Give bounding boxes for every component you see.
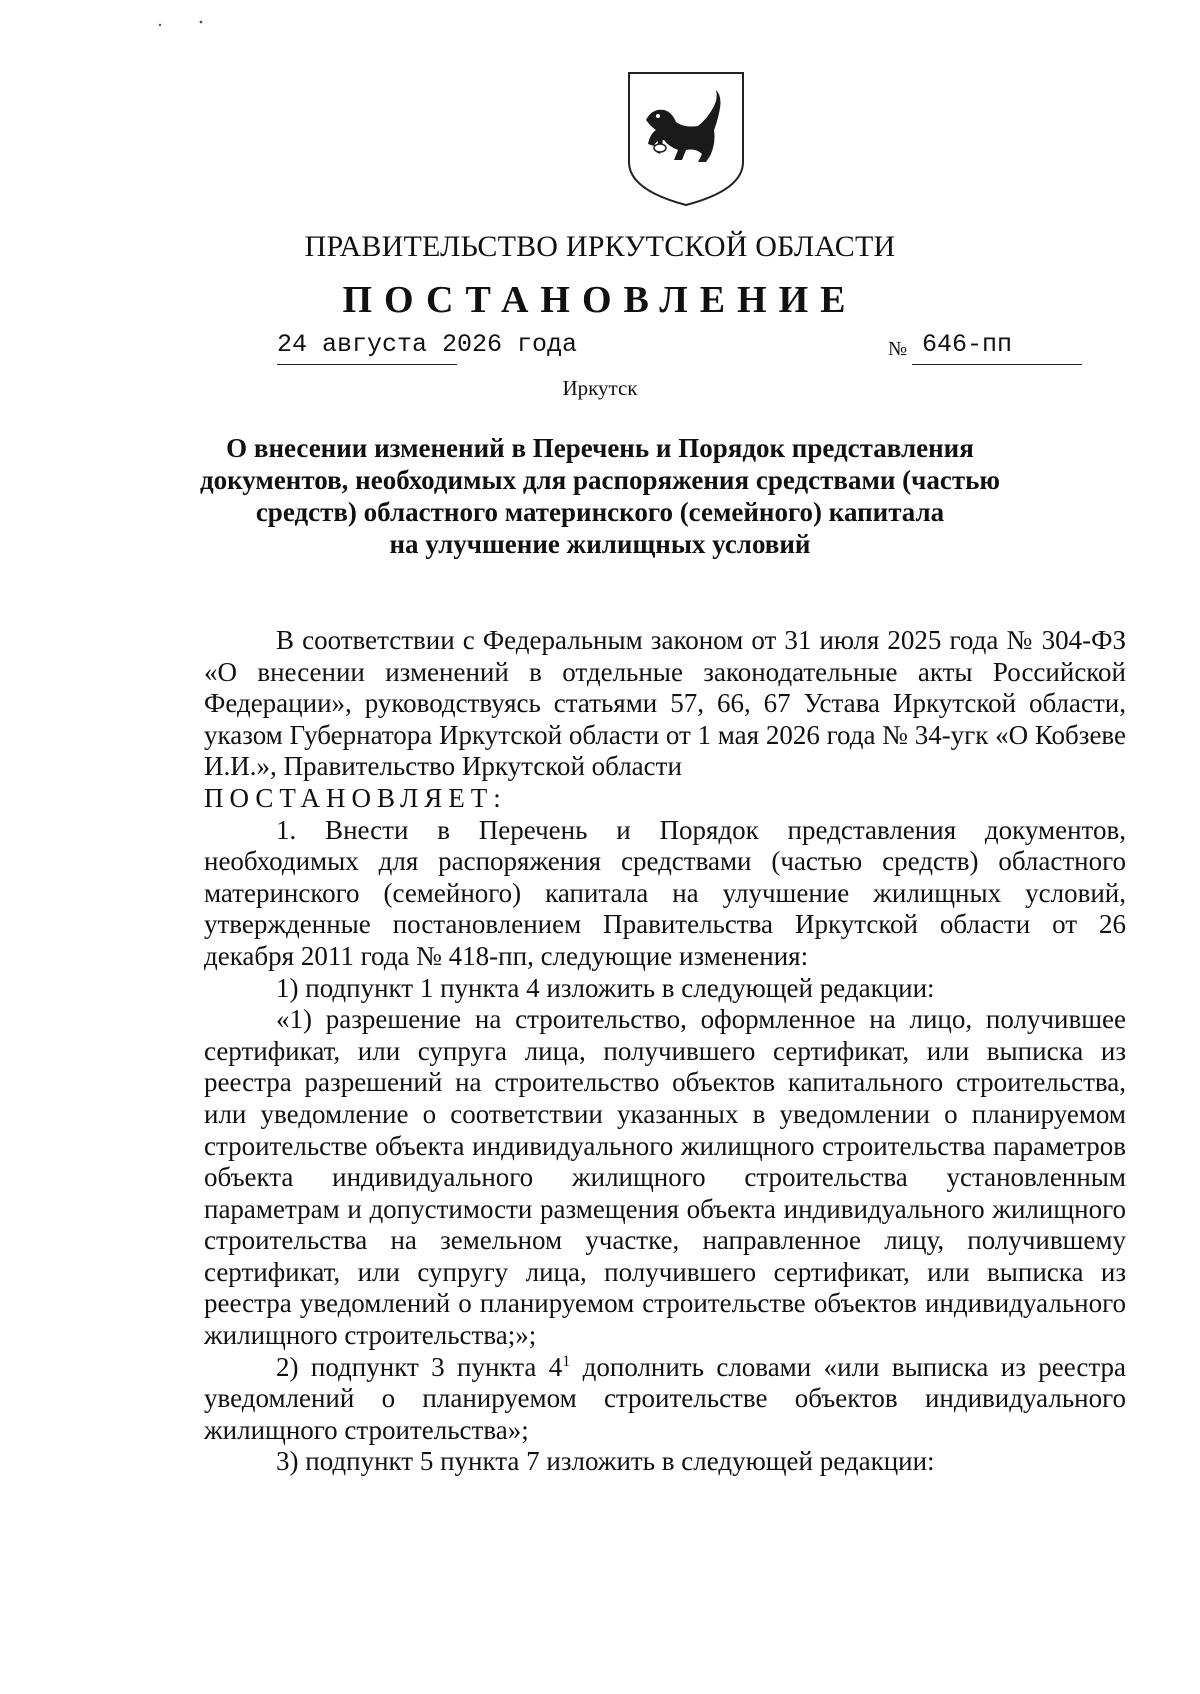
- coat-of-arms-emblem: [626, 70, 746, 208]
- organization-heading: ПРАВИТЕЛЬСТВО ИРКУТСКОЙ ОБЛАСТИ: [304, 230, 896, 263]
- document-number: 646-пп: [922, 330, 1013, 359]
- document-title: [180, 432, 1020, 560]
- title-line: документов, необходимых для распоряжения средствами (частью: [199, 465, 1001, 495]
- city-label: Иркутск: [562, 376, 638, 400]
- document-body: [204, 625, 1126, 1478]
- quote-1-paragraph: «1) разрешение на строительство, оформленное на лицо, получившее сертификат, или супруга лица, получившего сертификат, или выписка из реестра разрешений на строительство объектов капитального строительства, или уведомление о соответствии указанных в уведомлении о планируемом строительстве объекта индивидуального жилищного строительства параметров объекта индивидуального жилищного строительства установленным параметрам и допустимости размещения объекта индивидуального жилищного строительства на земельном участке, направленное лицу, получившему сертификат, или супругу лица, получившего сертификат, или выписка из реестра уведомлений о планируемом строительстве объектов индивидуального жилищного строительства;»;: [204, 1004, 1126, 1351]
- title-line: О внесении изменений в Перечень и Порядок представления: [226, 433, 974, 463]
- number-sign: №: [888, 338, 908, 360]
- item-1-paragraph: 1. Внести в Перечень и Порядок представления документов, необходимых для распоряжения средствами (частью средств) областного материнского (семейного) капитала на улучшение жилищных условий, утвержденные постановлением Правительства Иркутской области от 26 декабря 2011 года № 418-пп, следующие изменения:: [204, 814, 1126, 971]
- subitem-2-paragraph: [204, 1352, 1126, 1447]
- resolves-heading: ПОСТАНОВЛЯЕТ:: [204, 782, 507, 813]
- subitem-3-paragraph: 3) подпункт 5 пункта 7 изложить в следующей редакции:: [276, 1446, 935, 1477]
- title-line: на улучшение жилищных условий: [389, 529, 811, 559]
- document-type-heading: ПОСТАНОВЛЕНИЕ: [342, 279, 858, 321]
- document-date: 24 августа 2026 года: [277, 330, 578, 359]
- superscript-index: 1: [562, 1352, 571, 1370]
- subitem-2-text: 2) подпункт 3 пункта 4: [276, 1351, 563, 1382]
- scan-specks: [0, 0, 220, 40]
- subitem-2-continuation: дополнить словами «или выписка из реестра уведомлений о планируемом строительстве объектов индивидуального жилищного строительства»;: [204, 1351, 1126, 1445]
- preamble-paragraph: В соответствии с Федеральным законом от 31 июля 2025 года № 304-ФЗ «О внесении изменений в отдельные законодательные акты Российской Федерации», руководствуясь статьями 57, 66, 67 Устава Иркутской области, указом Губернатора Иркутской области от 1 мая 2026 года № 34-угк «О Кобзеве И.И.», Правительство Иркутской области: [204, 625, 1126, 782]
- subitem-1-paragraph: 1) подпункт 1 пункта 4 изложить в следующей редакции:: [276, 972, 935, 1003]
- title-line: средств) областного материнского (семейного) капитала: [255, 497, 945, 527]
